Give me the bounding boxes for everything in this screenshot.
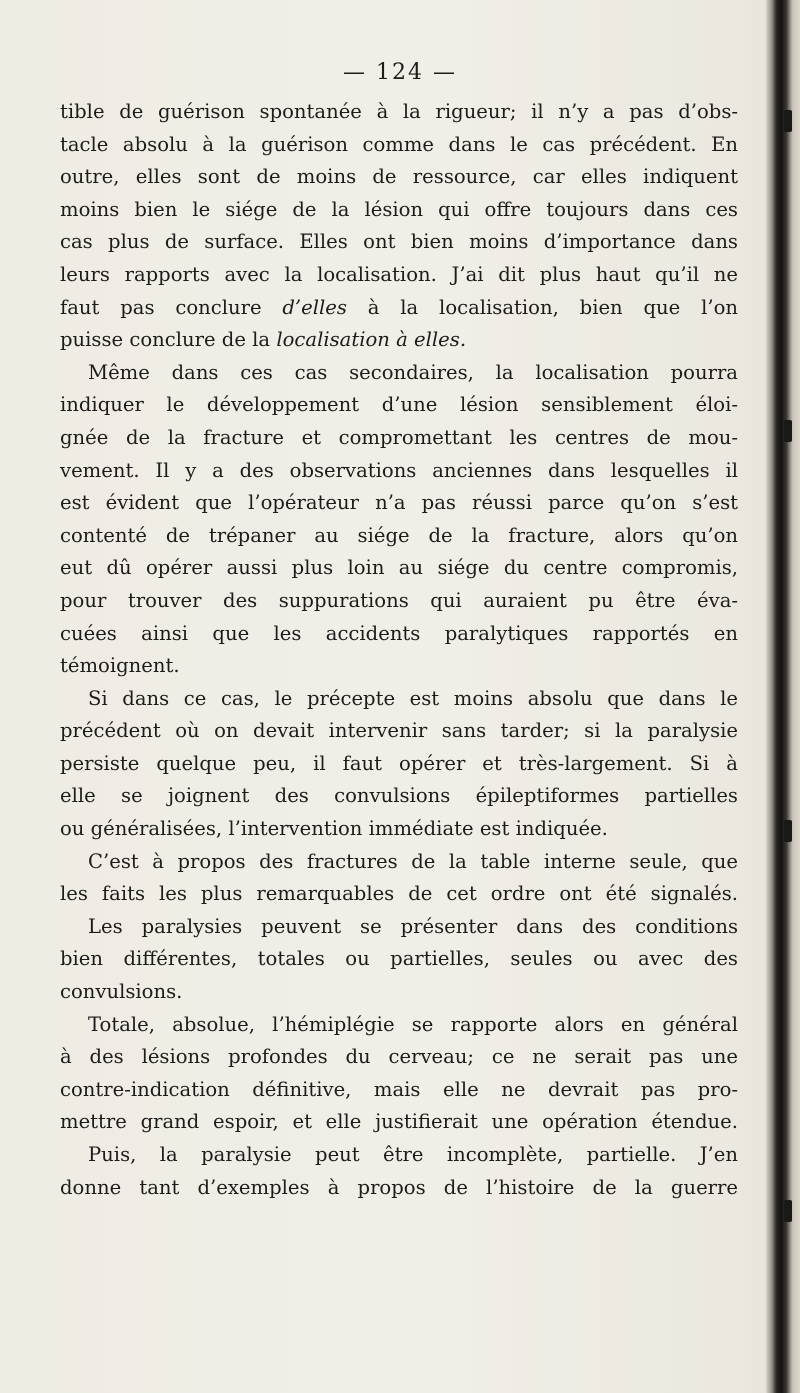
binding-mark [784,1200,792,1222]
text-line: Puis, la paralysie peut être incomplète, partielle. J’en [88,1143,738,1166]
binding-mark [784,110,792,132]
binding-mark [784,820,792,842]
text-line: outre, elles sont de moins de ressource, car elles indiquent [60,165,738,189]
text-line: Les paralysies peuvent se présenter dans des conditions [88,914,738,938]
text-line: eut dû opérer aussi plus loin au siége du centre compromis, [60,556,738,580]
text-line: leurs rapports avec la localisation. J’ai dit plus haut qu’il ne [60,262,738,286]
text-line: ou généralisées, l’intervention immédiate est indiquée. [60,817,608,841]
text-line: à des lésions profondes du cerveau; ce ne serait pas une [60,1045,738,1069]
text-line: indiquer le développement d’une lésion sensiblement éloi- [60,393,738,417]
text-line: tacle absolu à la guérison comme dans le cas précédent. En [60,132,738,156]
text-line: convulsions. [60,980,183,1004]
text-line: contenté de trépaner au siége de la fracture, alors qu’on [60,523,738,547]
text-line: Même dans ces cas secondaires, la localisation pourra [88,360,738,384]
text-line: puisse conclure de la localisation à elles. [60,328,467,352]
text-line: Totale, absolue, l’hémiplégie se rapporte alors en général [88,1012,738,1036]
text-line: est évident que l’opérateur n’a pas réussi parce qu’on s’est [60,491,738,515]
text-line: C’est à propos des fractures de la table interne seule, que [88,849,738,873]
text-line: contre-indication définitive, mais elle ne devrait pas pro- [60,1077,738,1101]
text-line: Si dans ce cas, le précepte est moins absolu que dans le [88,686,738,710]
page-number: — 124 — [343,60,457,85]
text-line: vement. Il y a des observations anciennes dans lesquelles il [60,458,738,482]
text-line: elle se joignent des convulsions épileptiformes partielles [60,784,738,808]
text-line: mettre grand espoir, et elle justifierait une opération étendue. [60,1110,738,1134]
book-binding-edge [766,0,800,1393]
text-line: persiste quelque peu, il faut opérer et très-largement. Si à [60,751,738,775]
text-line: pour trouver des suppurations qui auraient pu être éva- [60,588,738,612]
text-line: les faits les plus remarquables de cet ordre ont été signalés. [60,882,738,906]
binding-mark [784,420,792,442]
text-line: précédent où on devait intervenir sans tarder; si la paralysie [60,719,738,743]
text-line: tible de guérison spontanée à la rigueur; il n’y a pas d’obs- [60,100,738,123]
text-line: faut pas conclure d’elles à la localisation, bien que l’on [60,295,738,319]
text-line: témoignent. [60,654,180,678]
text-line: bien différentes, totales ou partielles, seules ou avec des [60,947,738,971]
text-line: donne tant d’exemples à propos de l’histoire de la guerre [60,1175,738,1199]
body-text [60,96,738,1204]
text-line: cas plus de surface. Elles ont bien moins d’importance dans [60,230,738,254]
text-line: gnée de la fracture et compromettant les centres de mou- [60,425,738,449]
italic-text: d’elles [282,295,347,319]
text-line: moins bien le siége de la lésion qui offre toujours dans ces [60,197,738,221]
italic-text: localisation à elles. [276,328,467,352]
text-line: cuées ainsi que les accidents paralytiques rapportés en [60,621,738,645]
